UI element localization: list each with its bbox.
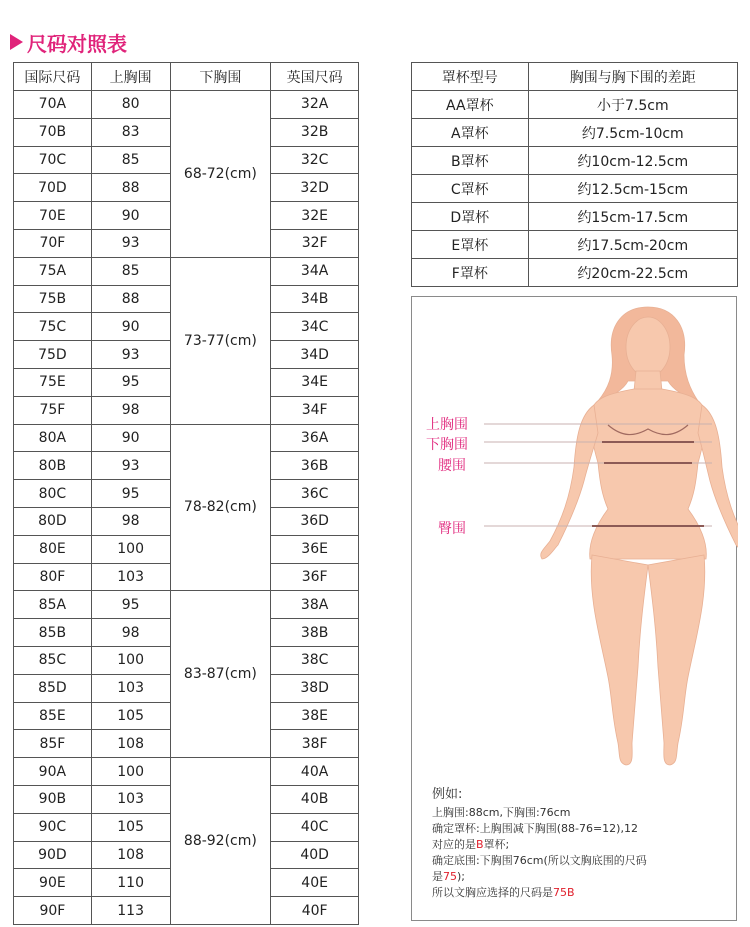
upper-bust-cell: 98 — [91, 619, 170, 647]
uk-size-cell: 32D — [271, 174, 359, 202]
international-size-cell: 70F — [14, 229, 92, 257]
international-size-cell: 75F — [14, 396, 92, 424]
international-size-cell: 80B — [14, 452, 92, 480]
under-bust-cell: 73-77(cm) — [170, 257, 271, 424]
upper-bust-cell: 93 — [91, 229, 170, 257]
header-cup-type: 罩杯型号 — [412, 63, 529, 91]
size-result: 75B — [553, 886, 575, 899]
table-row — [14, 91, 359, 119]
uk-size-cell: 36B — [271, 452, 359, 480]
international-size-cell: 85E — [14, 702, 92, 730]
upper-bust-cell: 105 — [91, 702, 170, 730]
international-size-cell: 80F — [14, 563, 92, 591]
example-heading: 例如: — [432, 787, 463, 802]
page-title: 尺码对照表 — [10, 28, 127, 57]
international-size-cell: 90D — [14, 841, 92, 869]
uk-size-cell: 40C — [271, 813, 359, 841]
international-size-cell: 70B — [14, 118, 92, 146]
under-bust-cell: 78-82(cm) — [170, 424, 271, 591]
international-size-cell: 75A — [14, 257, 92, 285]
upper-bust-cell: 100 — [91, 758, 170, 786]
header-international-size: 国际尺码 — [14, 63, 92, 91]
uk-size-cell: 36F — [271, 563, 359, 591]
size-table-header — [14, 63, 359, 91]
uk-size-cell: 34B — [271, 285, 359, 313]
upper-bust-cell: 90 — [91, 202, 170, 230]
difference-cell: 约17.5cm-20cm — [528, 231, 737, 259]
table-row — [14, 257, 359, 285]
under-bust-cell: 88-92(cm) — [170, 758, 271, 925]
under-bust-label: 下胸围 — [426, 437, 468, 453]
header-uk-size: 英国尺码 — [271, 63, 359, 91]
upper-bust-cell: 108 — [91, 730, 170, 758]
uk-size-cell: 38E — [271, 702, 359, 730]
international-size-cell: 75C — [14, 313, 92, 341]
uk-size-cell: 34A — [271, 257, 359, 285]
body-figure-panel — [411, 296, 737, 921]
international-size-cell: 85C — [14, 646, 92, 674]
uk-size-cell: 40B — [271, 785, 359, 813]
table-row — [412, 203, 738, 231]
difference-cell: 约7.5cm-10cm — [528, 119, 737, 147]
uk-size-cell: 40D — [271, 841, 359, 869]
table-row — [14, 424, 359, 452]
difference-cell: 约20cm-22.5cm — [528, 259, 737, 287]
upper-bust-cell: 103 — [91, 563, 170, 591]
table-row — [412, 175, 738, 203]
international-size-cell: 80A — [14, 424, 92, 452]
difference-cell: 约15cm-17.5cm — [528, 203, 737, 231]
upper-bust-cell: 113 — [91, 897, 170, 925]
international-size-cell: 85D — [14, 674, 92, 702]
upper-bust-cell: 80 — [91, 91, 170, 119]
international-size-cell: 90F — [14, 897, 92, 925]
under-bust-cell: 68-72(cm) — [170, 91, 271, 258]
uk-size-cell: 32B — [271, 118, 359, 146]
header-under-bust: 下胸围 — [170, 63, 271, 91]
uk-size-cell: 38B — [271, 619, 359, 647]
uk-size-cell: 38C — [271, 646, 359, 674]
size-chart-table — [13, 62, 359, 925]
international-size-cell: 80E — [14, 535, 92, 563]
example-line-3: 对应的是B罩杯; — [432, 838, 510, 851]
band-result: 75 — [443, 870, 457, 883]
table-row — [412, 259, 738, 287]
table-row — [412, 147, 738, 175]
upper-bust-cell: 95 — [91, 368, 170, 396]
header-upper-bust: 上胸围 — [91, 63, 170, 91]
upper-bust-cell: 93 — [91, 452, 170, 480]
uk-size-cell: 32E — [271, 202, 359, 230]
table-row — [14, 758, 359, 786]
international-size-cell: 80D — [14, 507, 92, 535]
upper-bust-cell: 108 — [91, 841, 170, 869]
cup-table-header — [412, 63, 738, 91]
upper-bust-cell: 88 — [91, 174, 170, 202]
cup-type-cell: B罩杯 — [412, 147, 529, 175]
uk-size-cell: 32A — [271, 91, 359, 119]
upper-bust-cell: 83 — [91, 118, 170, 146]
uk-size-cell: 40E — [271, 869, 359, 897]
cup-type-cell: A罩杯 — [412, 119, 529, 147]
upper-bust-cell: 90 — [91, 424, 170, 452]
international-size-cell: 85B — [14, 619, 92, 647]
difference-cell: 约10cm-12.5cm — [528, 147, 737, 175]
difference-cell: 约12.5cm-15cm — [528, 175, 737, 203]
header-difference: 胸围与胸下围的差距 — [528, 63, 737, 91]
cup-table — [411, 62, 738, 287]
table-row — [412, 231, 738, 259]
upper-bust-cell: 100 — [91, 535, 170, 563]
international-size-cell: 70E — [14, 202, 92, 230]
uk-size-cell: 36D — [271, 507, 359, 535]
uk-size-cell: 36E — [271, 535, 359, 563]
table-row — [412, 119, 738, 147]
uk-size-cell: 34C — [271, 313, 359, 341]
upper-bust-cell: 110 — [91, 869, 170, 897]
upper-bust-cell: 98 — [91, 396, 170, 424]
uk-size-cell: 34E — [271, 368, 359, 396]
international-size-cell: 75B — [14, 285, 92, 313]
table-row — [14, 591, 359, 619]
upper-bust-label: 上胸围 — [426, 417, 468, 433]
upper-bust-cell: 98 — [91, 507, 170, 535]
upper-bust-cell: 95 — [91, 480, 170, 508]
international-size-cell: 70D — [14, 174, 92, 202]
cup-type-cell: E罩杯 — [412, 231, 529, 259]
international-size-cell: 85A — [14, 591, 92, 619]
example-line-4: 确定底围:下胸围76cm(所以文胸底围的尺码 — [432, 854, 647, 867]
upper-bust-cell: 93 — [91, 341, 170, 369]
international-size-cell: 80C — [14, 480, 92, 508]
cup-type-cell: D罩杯 — [412, 203, 529, 231]
uk-size-cell: 34F — [271, 396, 359, 424]
hip-label: 臀围 — [438, 521, 466, 537]
international-size-cell: 90A — [14, 758, 92, 786]
uk-size-cell: 32F — [271, 229, 359, 257]
upper-bust-cell: 85 — [91, 146, 170, 174]
size-table-body — [14, 91, 359, 925]
upper-bust-cell: 103 — [91, 785, 170, 813]
cup-table-body — [412, 91, 738, 287]
example-line-1: 上胸围:88cm,下胸围:76cm — [432, 806, 571, 819]
cup-type-cell: C罩杯 — [412, 175, 529, 203]
triangle-arrow-icon — [10, 34, 23, 50]
difference-cell: 小于7.5cm — [528, 91, 737, 119]
uk-size-cell: 40A — [271, 758, 359, 786]
uk-size-cell: 38A — [271, 591, 359, 619]
uk-size-cell: 38D — [271, 674, 359, 702]
uk-size-cell: 38F — [271, 730, 359, 758]
international-size-cell: 90E — [14, 869, 92, 897]
cup-type-cell: AA罩杯 — [412, 91, 529, 119]
cup-type-cell: F罩杯 — [412, 259, 529, 287]
uk-size-cell: 36A — [271, 424, 359, 452]
international-size-cell: 70A — [14, 91, 92, 119]
international-size-cell: 85F — [14, 730, 92, 758]
upper-bust-cell: 103 — [91, 674, 170, 702]
international-size-cell: 90C — [14, 813, 92, 841]
cup-result: B — [476, 838, 484, 851]
uk-size-cell: 36C — [271, 480, 359, 508]
uk-size-cell: 40F — [271, 897, 359, 925]
international-size-cell: 70C — [14, 146, 92, 174]
table-row — [412, 91, 738, 119]
upper-bust-cell: 88 — [91, 285, 170, 313]
waist-label: 腰围 — [438, 458, 466, 474]
under-bust-cell: 83-87(cm) — [170, 591, 271, 758]
example-line-5: 是75); — [432, 870, 465, 883]
example-line-2: 确定罩杯:上胸围减下胸围(88-76=12),12 — [432, 822, 638, 835]
upper-bust-cell: 85 — [91, 257, 170, 285]
upper-bust-cell: 100 — [91, 646, 170, 674]
uk-size-cell: 34D — [271, 341, 359, 369]
upper-bust-cell: 95 — [91, 591, 170, 619]
international-size-cell: 75E — [14, 368, 92, 396]
uk-size-cell: 32C — [271, 146, 359, 174]
international-size-cell: 75D — [14, 341, 92, 369]
example-line-6: 所以文胸应选择的尺码是75B — [432, 886, 575, 899]
upper-bust-cell: 105 — [91, 813, 170, 841]
upper-bust-cell: 90 — [91, 313, 170, 341]
international-size-cell: 90B — [14, 785, 92, 813]
example-text — [432, 787, 732, 901]
